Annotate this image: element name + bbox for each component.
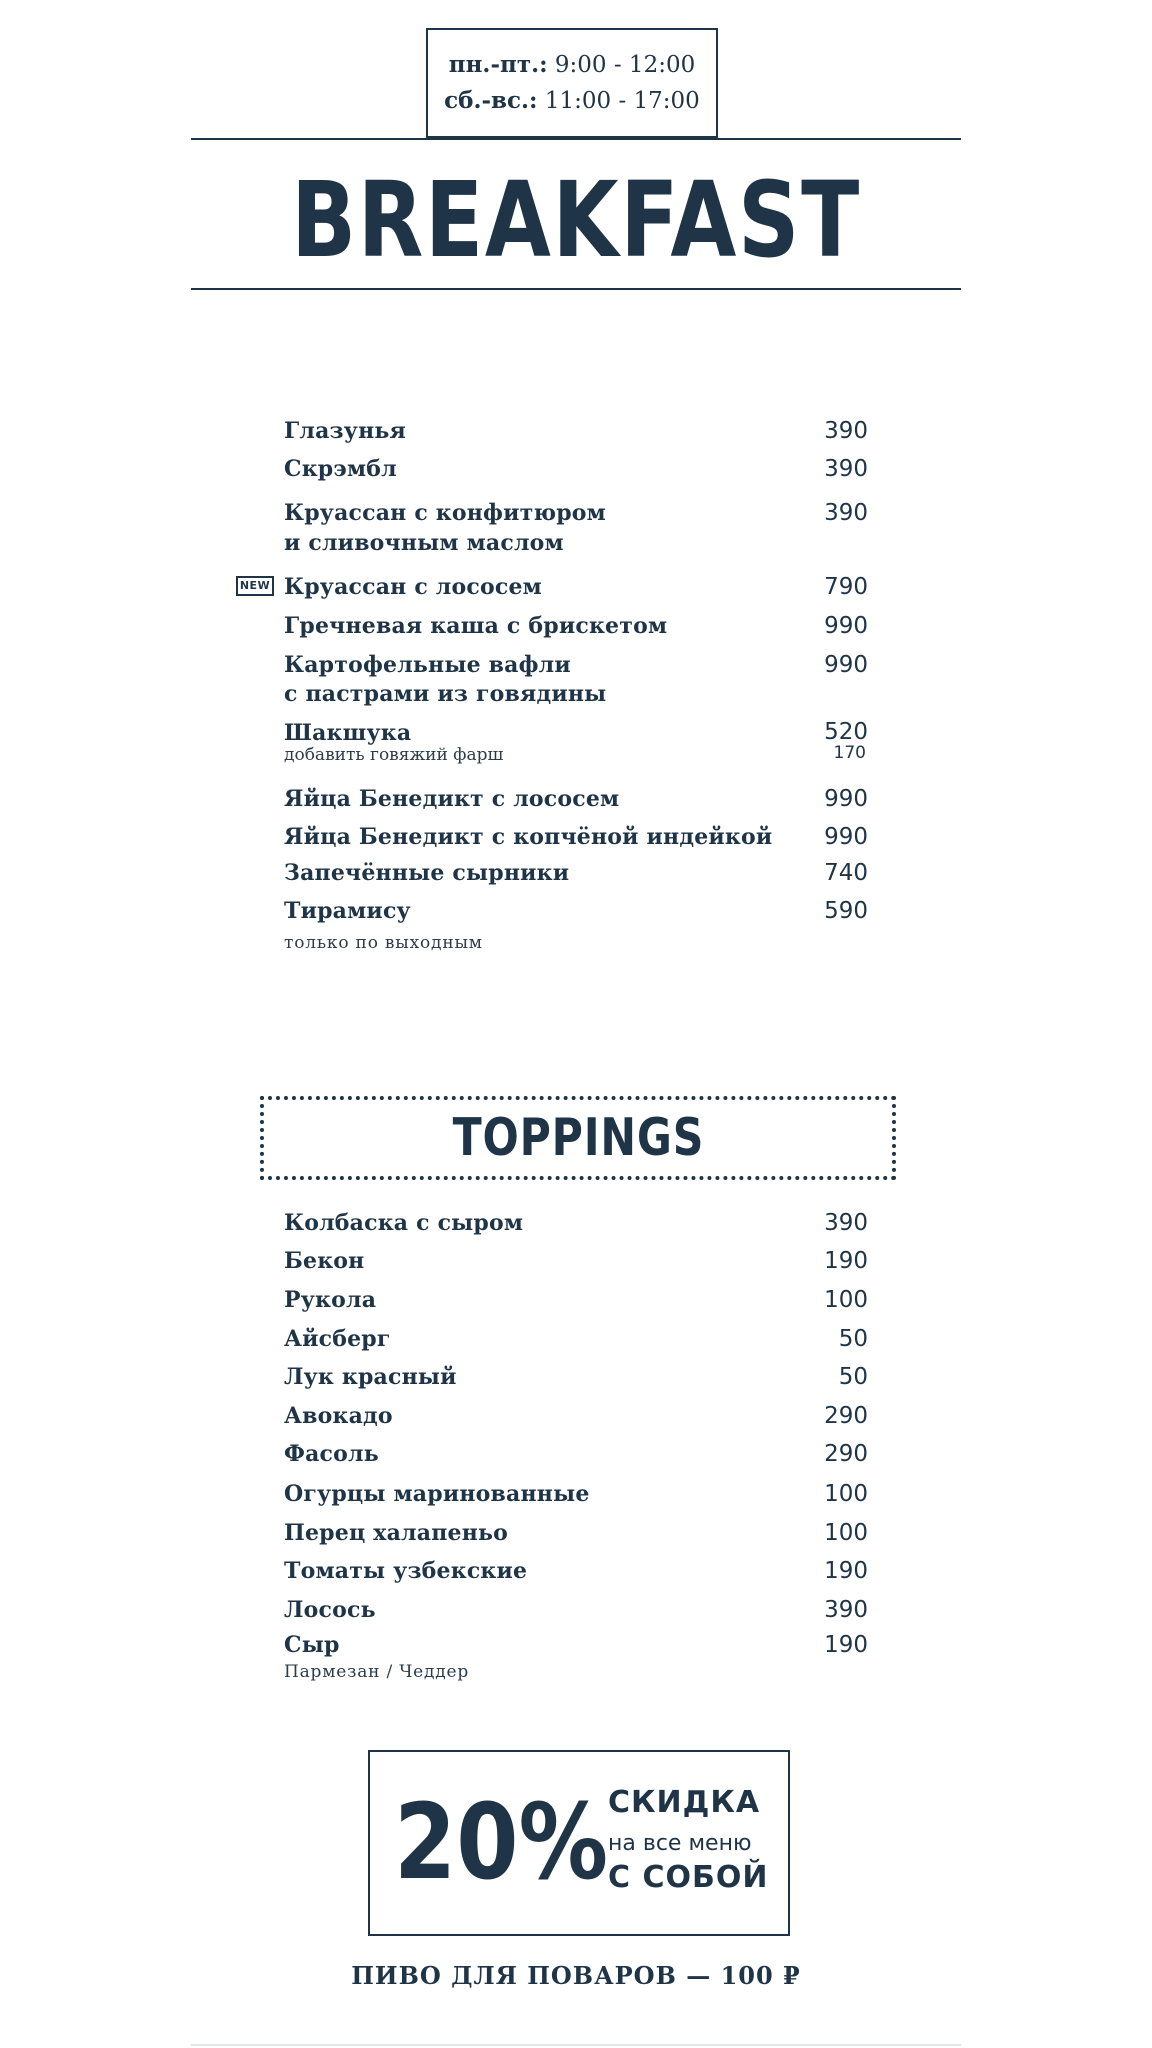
topping-price: 100 <box>824 1287 868 1313</box>
menu-item-name-line2: с пастрами из говядины <box>284 681 607 707</box>
menu-item-name: Яйца Бенедикт с лососем <box>284 786 620 812</box>
weekday-label: пн.-пт.: <box>448 51 548 78</box>
menu-item-name-line2: и сливочным маслом <box>284 530 564 556</box>
menu-item-name: Гречневая каша с брискетом <box>284 613 668 639</box>
topping-name: Бекон <box>284 1248 365 1274</box>
topping-price: 190 <box>824 1632 868 1658</box>
menu-item-name: Запечённые сырники <box>284 860 570 886</box>
topping-name: Колбаска с сыром <box>284 1210 524 1236</box>
discount-subtext: на все меню <box>608 1831 752 1856</box>
topping-name: Авокадо <box>284 1403 393 1429</box>
topping-name: Лук красный <box>284 1364 457 1390</box>
topping-price: 50 <box>838 1364 868 1390</box>
menu-item-note-price: 170 <box>833 743 866 763</box>
topping-price: 50 <box>838 1326 868 1352</box>
menu-item-name: Скрэмбл <box>284 456 397 482</box>
menu-item-name: Картофельные вафли <box>284 652 571 678</box>
topping-price: 290 <box>824 1403 868 1429</box>
menu-item-name: Тирамису <box>284 898 411 924</box>
menu-item-price: 520 <box>824 719 868 745</box>
toppings-title: TOPPINGS <box>452 1108 704 1168</box>
discount-footer: С СОБОЙ <box>608 1860 769 1895</box>
title-bottom-rule <box>191 288 961 290</box>
topping-price: 190 <box>824 1558 868 1584</box>
menu-item-price: 390 <box>824 500 868 526</box>
weekend-label: сб.-вс.: <box>444 87 538 114</box>
opening-hours-box <box>426 28 718 138</box>
menu-item-name: Круассан с конфитюром <box>284 500 606 526</box>
topping-name: Сыр <box>284 1632 340 1658</box>
weekend-time: 11:00 - 17:00 <box>544 88 700 114</box>
menu-item-price: 790 <box>824 574 868 600</box>
weekend-hours <box>444 83 700 119</box>
topping-name: Лосось <box>284 1597 376 1623</box>
topping-name: Айсберг <box>284 1326 391 1352</box>
bottom-rule <box>191 2044 961 2046</box>
breakfast-title: BREAKFAST <box>291 159 861 281</box>
menu-item-price: 740 <box>824 860 868 886</box>
menu-item-name: Шакшука <box>284 720 412 746</box>
weekday-time: 9:00 - 12:00 <box>554 52 696 78</box>
title-top-rule <box>191 138 961 140</box>
menu-item-name: Глазунья <box>284 418 406 444</box>
topping-name: Огурцы маринованные <box>284 1481 590 1507</box>
topping-note: Пармезан / Чеддер <box>284 1662 470 1682</box>
menu-item-price: 990 <box>824 824 868 850</box>
topping-price: 290 <box>824 1441 868 1467</box>
toppings-header-box <box>260 1096 896 1180</box>
discount-percent: 20% <box>394 1781 609 1903</box>
new-badge: NEW <box>236 576 274 596</box>
menu-item-price: 990 <box>824 613 868 639</box>
menu-item-name: Круассан с лососем <box>284 574 542 600</box>
topping-name: Перец халапеньо <box>284 1520 509 1546</box>
topping-price: 100 <box>824 1520 868 1546</box>
menu-item-price: 990 <box>824 786 868 812</box>
weekday-hours <box>449 47 695 83</box>
topping-name: Рукола <box>284 1287 377 1313</box>
topping-name: Фасоль <box>284 1441 379 1467</box>
menu-item-price: 990 <box>824 652 868 678</box>
menu-item-price: 390 <box>824 418 868 444</box>
discount-headline: СКИДКА <box>608 1785 761 1820</box>
topping-price: 390 <box>824 1597 868 1623</box>
menu-item-note: только по выходным <box>284 933 483 953</box>
beer-for-cooks-line: ПИВО ДЛЯ ПОВАРОВ — 100 ₽ <box>351 1961 801 1990</box>
menu-item-price: 390 <box>824 456 868 482</box>
topping-price: 390 <box>824 1210 868 1236</box>
topping-price: 100 <box>824 1481 868 1507</box>
menu-item-name: Яйца Бенедикт с копчёной индейкой <box>284 824 773 850</box>
menu-item-price: 590 <box>824 898 868 924</box>
topping-name: Томаты узбекские <box>284 1558 528 1584</box>
topping-price: 190 <box>824 1248 868 1274</box>
menu-item-note: добавить говяжий фарш <box>284 745 504 765</box>
